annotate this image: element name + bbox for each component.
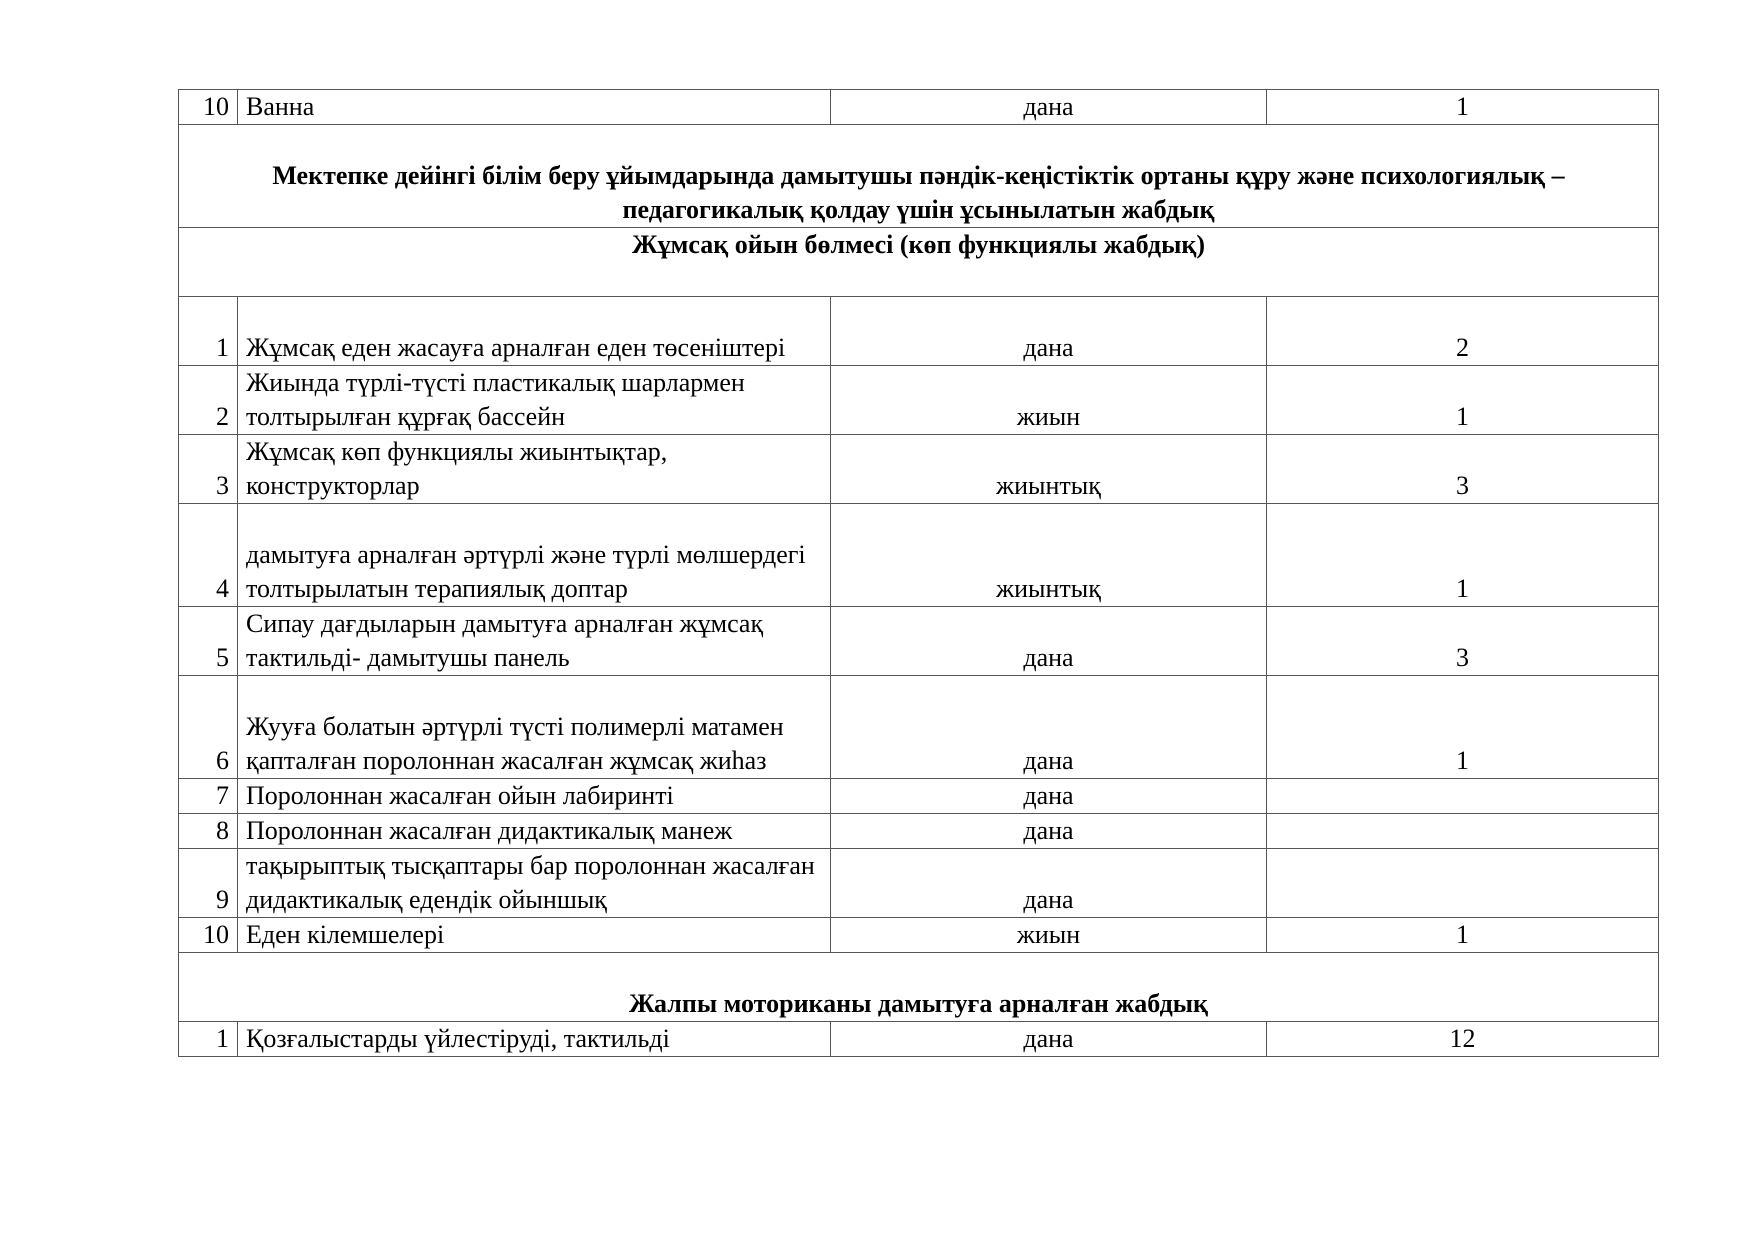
row-number: 1	[179, 297, 238, 366]
item-quantity: 2	[1267, 297, 1659, 366]
row-number: 1	[179, 1022, 238, 1057]
item-quantity	[1267, 814, 1659, 849]
row-number: 4	[179, 504, 238, 607]
table-row	[179, 676, 1659, 779]
item-quantity: 3	[1267, 435, 1659, 504]
row-number: 9	[179, 849, 238, 918]
item-unit: дана	[831, 297, 1267, 366]
item-name: Сипау дағдыларын дамытуға арналған жұмсақ тактильді- дамытушы панель	[238, 607, 831, 676]
table-row	[179, 366, 1659, 435]
row-number: 7	[179, 779, 238, 814]
item-quantity: 3	[1267, 607, 1659, 676]
section-heading-row	[179, 953, 1659, 1022]
table-row	[179, 814, 1659, 849]
table-row	[179, 1022, 1659, 1057]
item-unit: дана	[831, 1022, 1267, 1057]
item-quantity: 1	[1267, 918, 1659, 953]
item-name: Жиында түрлі-түсті пластикалық шарлармен толтырылған құрғақ бассейн	[238, 366, 831, 435]
item-name: Жұмсақ еден жасауға арналған еден төсеніштері	[238, 297, 831, 366]
section-heading-row	[179, 228, 1659, 297]
table-row	[179, 607, 1659, 676]
section-heading-row	[179, 125, 1659, 228]
row-number: 3	[179, 435, 238, 504]
item-name: Еден кілемшелері	[238, 918, 831, 953]
item-unit: дана	[831, 849, 1267, 918]
item-name: дамытуға арналған әртүрлі және түрлі мөлшердегі толтырылатын терапиялық доптар	[238, 504, 831, 607]
item-unit: жиын	[831, 918, 1267, 953]
item-quantity	[1267, 849, 1659, 918]
item-name: Жұмсақ көп функциялы жиынтықтар, конструкторлар	[238, 435, 831, 504]
item-quantity	[1267, 779, 1659, 814]
table-row	[179, 435, 1659, 504]
item-name: Ванна	[238, 90, 831, 125]
table-row	[179, 918, 1659, 953]
item-name: Поролоннан жасалған дидактикалық манеж	[238, 814, 831, 849]
item-quantity: 1	[1267, 90, 1659, 125]
item-unit: жиын	[831, 366, 1267, 435]
item-quantity: 1	[1267, 366, 1659, 435]
row-number: 2	[179, 366, 238, 435]
item-name: Қозғалыстарды үйлестіруді, тактильді	[238, 1022, 831, 1057]
table-row	[179, 297, 1659, 366]
item-unit: дана	[831, 814, 1267, 849]
item-name: тақырыптық тысқаптары бар поролоннан жасалған дидактикалық едендік ойыншық	[238, 849, 831, 918]
equipment-table	[178, 89, 1659, 1057]
item-quantity: 1	[1267, 504, 1659, 607]
section-heading: Жалпы моториканы дамытуға арналған жабдық	[179, 953, 1659, 1022]
row-number: 10	[179, 90, 238, 125]
section-heading: Мектепке дейінгі білім беру ұйымдарында дамытушы пәндік-кеңістіктік ортаны құру және психологиялық –педагогикалық қолдау үшін ұсынылатын жабдық	[179, 125, 1659, 228]
item-quantity: 1	[1267, 676, 1659, 779]
item-unit: жиынтық	[831, 435, 1267, 504]
section-heading: Жұмсақ ойын бөлмесі (көп функциялы жабдық)	[179, 228, 1659, 297]
table-row	[179, 849, 1659, 918]
item-name: Жууға болатын әртүрлі түсті полимерлі матамен қапталған поролоннан жасалған жұмсақ жиhаз	[238, 676, 831, 779]
row-number: 8	[179, 814, 238, 849]
item-unit: жиынтық	[831, 504, 1267, 607]
item-quantity: 12	[1267, 1022, 1659, 1057]
item-unit: дана	[831, 676, 1267, 779]
row-number: 5	[179, 607, 238, 676]
table-row	[179, 779, 1659, 814]
item-unit: дана	[831, 90, 1267, 125]
row-number: 6	[179, 676, 238, 779]
item-name: Поролоннан жасалған ойын лабиринті	[238, 779, 831, 814]
table-row	[179, 90, 1659, 125]
item-unit: дана	[831, 779, 1267, 814]
item-unit: дана	[831, 607, 1267, 676]
row-number: 10	[179, 918, 238, 953]
table-row	[179, 504, 1659, 607]
